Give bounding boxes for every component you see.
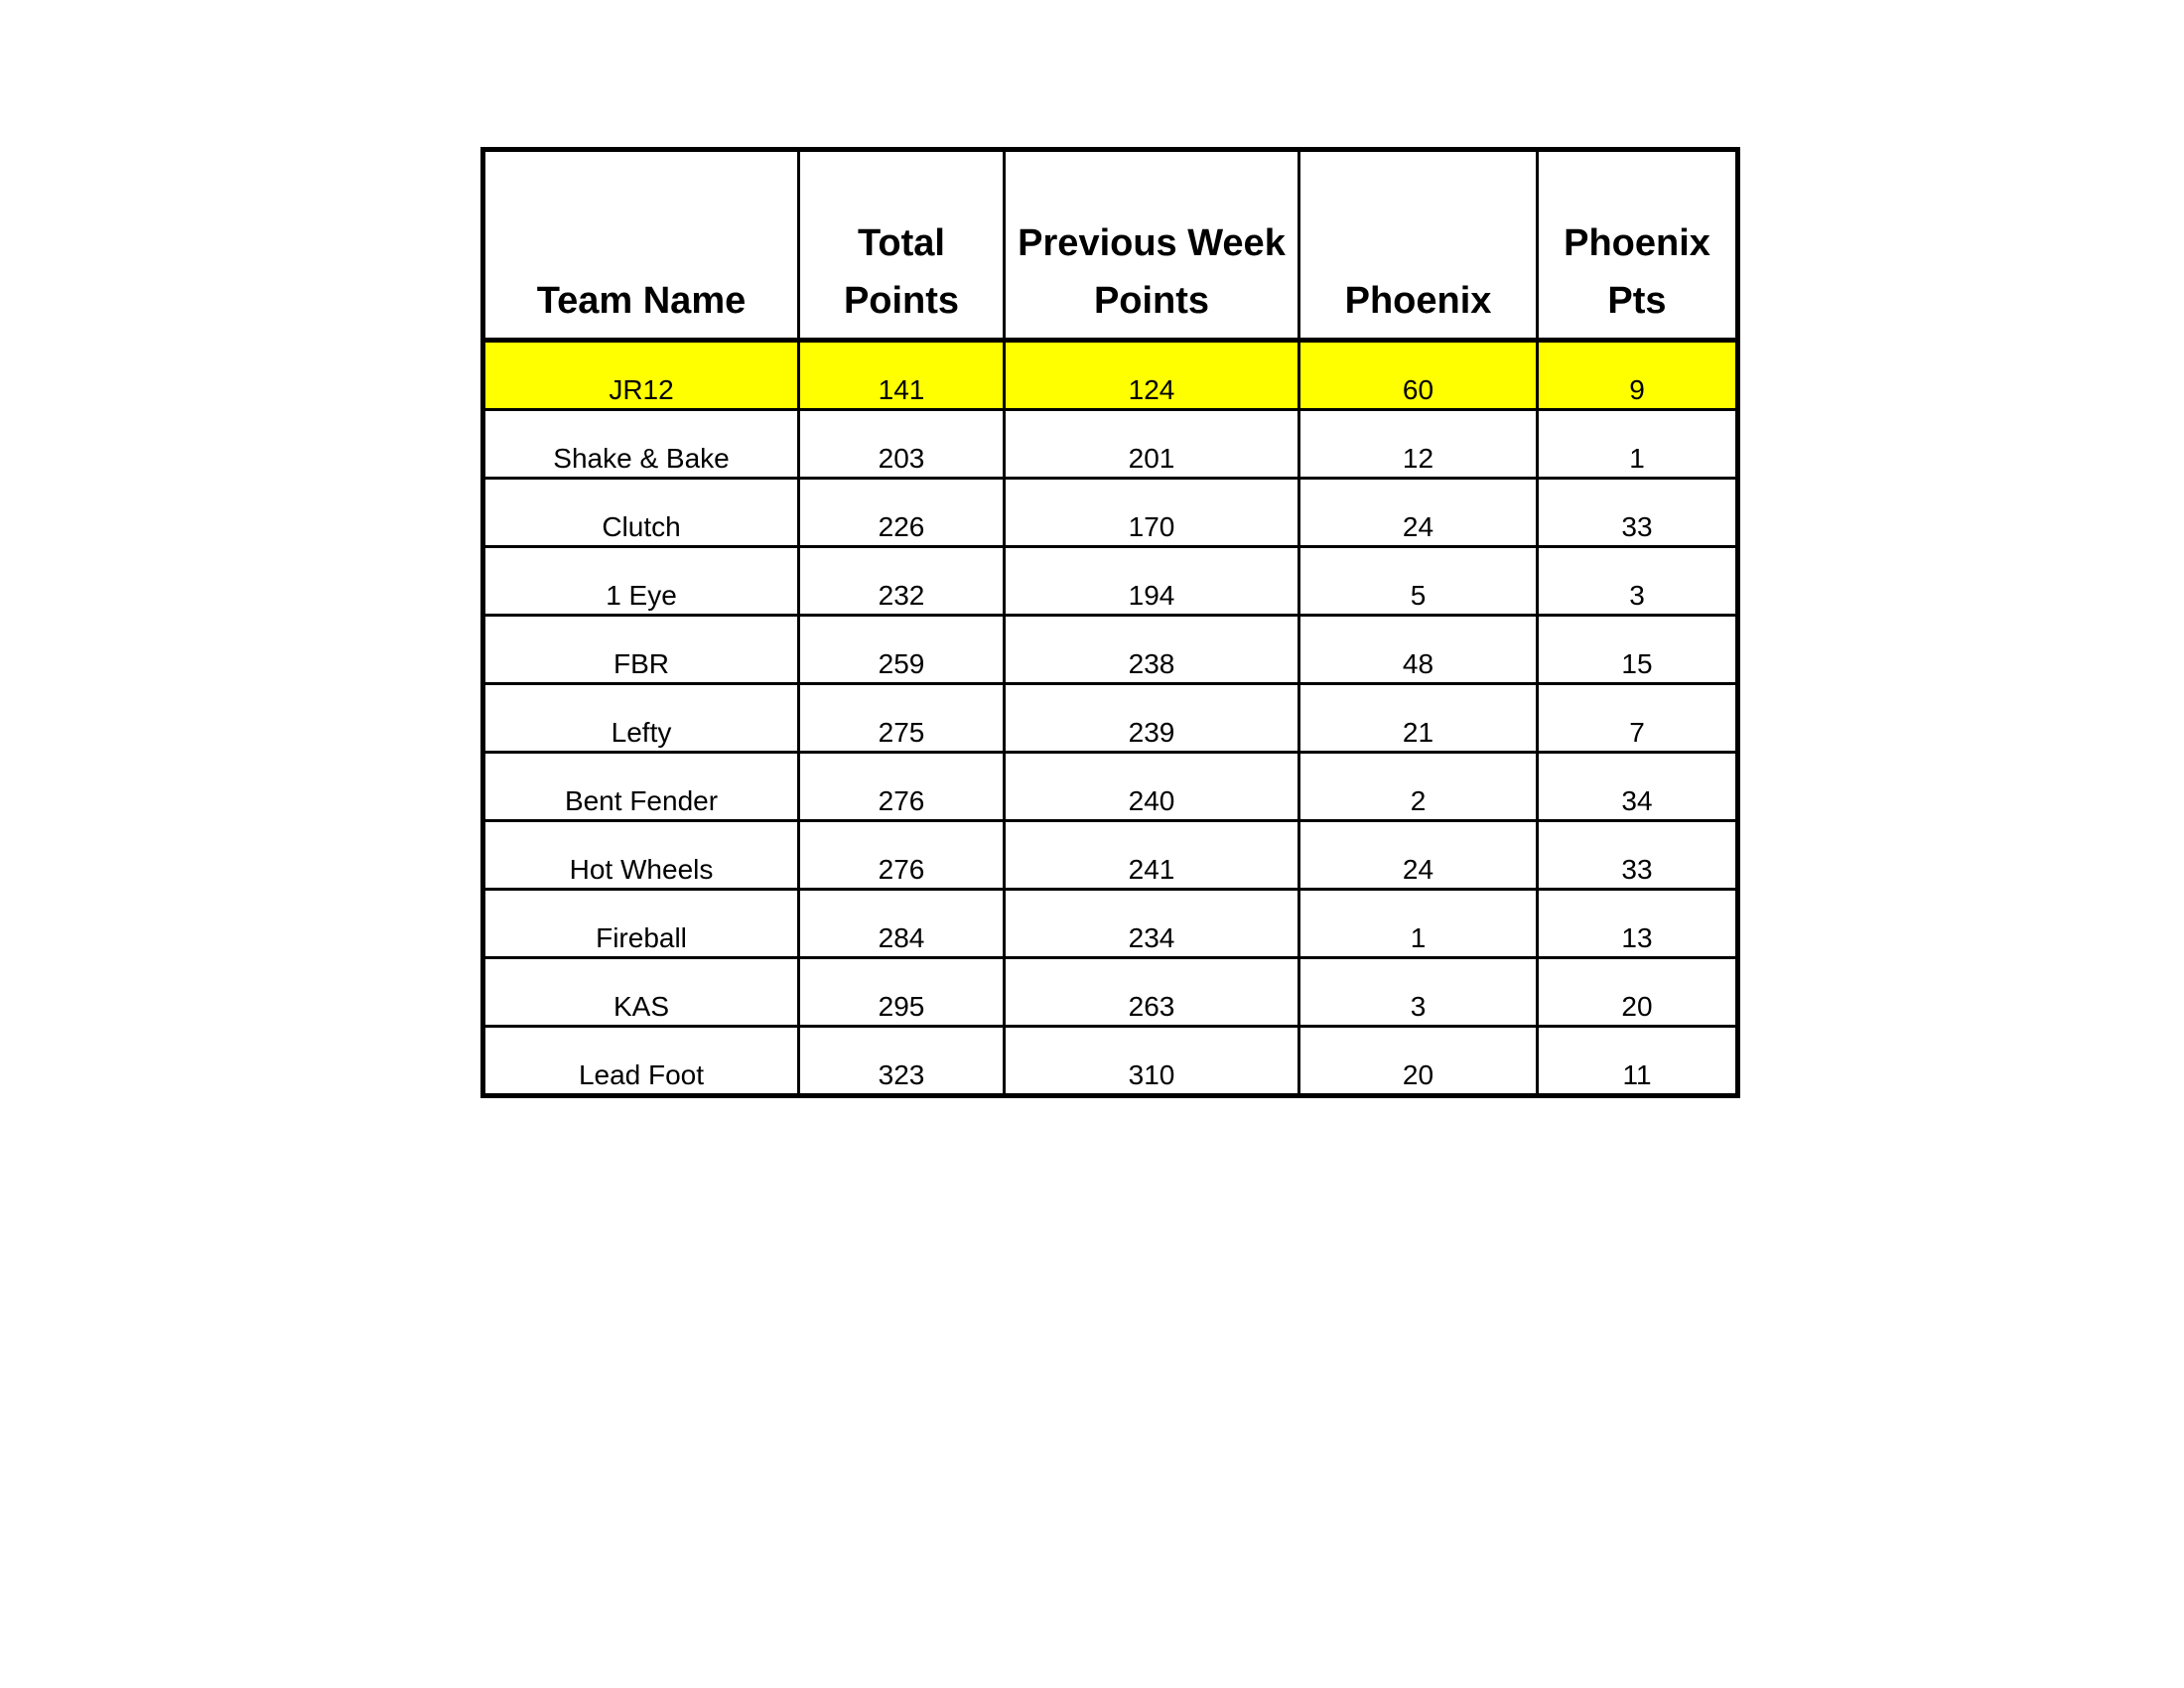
total-points-cell: 276 — [799, 821, 1005, 890]
header-previous-week-points-line-1: Previous Week — [1018, 222, 1286, 264]
phoenix-pts-cell: 33 — [1538, 479, 1738, 547]
header-phoenix-line-2: Phoenix — [1344, 280, 1492, 322]
total-points-cell: 323 — [799, 1027, 1005, 1096]
total-points-cell: 284 — [799, 890, 1005, 958]
team-name-cell: Lead Foot — [483, 1027, 799, 1096]
total-points-cell: 232 — [799, 547, 1005, 616]
phoenix-pts-cell: 20 — [1538, 958, 1738, 1027]
total-points-cell: 276 — [799, 753, 1005, 821]
table-row — [483, 1027, 1738, 1096]
total-points-cell: 226 — [799, 479, 1005, 547]
phoenix-cell: 1 — [1299, 890, 1538, 958]
previous-week-points-cell: 241 — [1005, 821, 1299, 890]
previous-week-points-cell: 238 — [1005, 616, 1299, 684]
total-points-cell: 295 — [799, 958, 1005, 1027]
previous-week-points-cell: 194 — [1005, 547, 1299, 616]
phoenix-cell: 20 — [1299, 1027, 1538, 1096]
phoenix-cell: 24 — [1299, 821, 1538, 890]
phoenix-cell: 5 — [1299, 547, 1538, 616]
previous-week-points-cell: 240 — [1005, 753, 1299, 821]
team-name-cell: Hot Wheels — [483, 821, 799, 890]
table-row — [483, 547, 1738, 616]
phoenix-cell: 3 — [1299, 958, 1538, 1027]
table-row — [483, 753, 1738, 821]
table-row — [483, 890, 1738, 958]
standings-table — [480, 147, 1740, 1098]
team-name-cell: JR12 — [483, 341, 799, 410]
phoenix-pts-cell: 9 — [1538, 341, 1738, 410]
team-name-cell: Bent Fender — [483, 753, 799, 821]
header-total-points-line-1: Total — [858, 222, 945, 264]
total-points-cell: 141 — [799, 341, 1005, 410]
phoenix-cell: 24 — [1299, 479, 1538, 547]
previous-week-points-cell: 239 — [1005, 684, 1299, 753]
header-phoenix-pts — [1538, 150, 1738, 341]
phoenix-cell: 60 — [1299, 341, 1538, 410]
phoenix-cell: 21 — [1299, 684, 1538, 753]
team-name-cell: FBR — [483, 616, 799, 684]
team-name-cell: Shake & Bake — [483, 410, 799, 479]
header-phoenix-pts-line-1: Phoenix — [1564, 222, 1710, 264]
team-name-cell: Lefty — [483, 684, 799, 753]
previous-week-points-cell: 263 — [1005, 958, 1299, 1027]
previous-week-points-cell: 201 — [1005, 410, 1299, 479]
table-row — [483, 410, 1738, 479]
phoenix-pts-cell: 15 — [1538, 616, 1738, 684]
total-points-cell: 203 — [799, 410, 1005, 479]
table-row — [483, 958, 1738, 1027]
team-name-cell: Fireball — [483, 890, 799, 958]
table-row — [483, 341, 1738, 410]
header-team-name-line-2: Team Name — [536, 280, 747, 322]
header-phoenix-pts-line-2: Pts — [1607, 280, 1667, 322]
table-row — [483, 684, 1738, 753]
phoenix-pts-cell: 1 — [1538, 410, 1738, 479]
phoenix-cell: 48 — [1299, 616, 1538, 684]
previous-week-points-cell: 310 — [1005, 1027, 1299, 1096]
header-team-name — [483, 150, 799, 341]
phoenix-pts-cell: 11 — [1538, 1027, 1738, 1096]
phoenix-pts-cell: 13 — [1538, 890, 1738, 958]
phoenix-pts-cell: 33 — [1538, 821, 1738, 890]
team-name-cell: 1 Eye — [483, 547, 799, 616]
team-name-cell: KAS — [483, 958, 799, 1027]
phoenix-cell: 12 — [1299, 410, 1538, 479]
previous-week-points-cell: 234 — [1005, 890, 1299, 958]
total-points-cell: 259 — [799, 616, 1005, 684]
table-row — [483, 821, 1738, 890]
table-row — [483, 616, 1738, 684]
phoenix-cell: 2 — [1299, 753, 1538, 821]
header-total-points — [799, 150, 1005, 341]
header-total-points-line-2: Points — [843, 280, 960, 322]
phoenix-pts-cell: 7 — [1538, 684, 1738, 753]
header-row — [483, 150, 1738, 341]
table-body — [483, 341, 1738, 1096]
header-previous-week-points-line-2: Points — [1093, 280, 1210, 322]
total-points-cell: 275 — [799, 684, 1005, 753]
phoenix-pts-cell: 34 — [1538, 753, 1738, 821]
phoenix-pts-cell: 3 — [1538, 547, 1738, 616]
previous-week-points-cell: 124 — [1005, 341, 1299, 410]
table-row — [483, 479, 1738, 547]
header-previous-week-points — [1005, 150, 1299, 341]
header-phoenix — [1299, 150, 1538, 341]
team-name-cell: Clutch — [483, 479, 799, 547]
previous-week-points-cell: 170 — [1005, 479, 1299, 547]
